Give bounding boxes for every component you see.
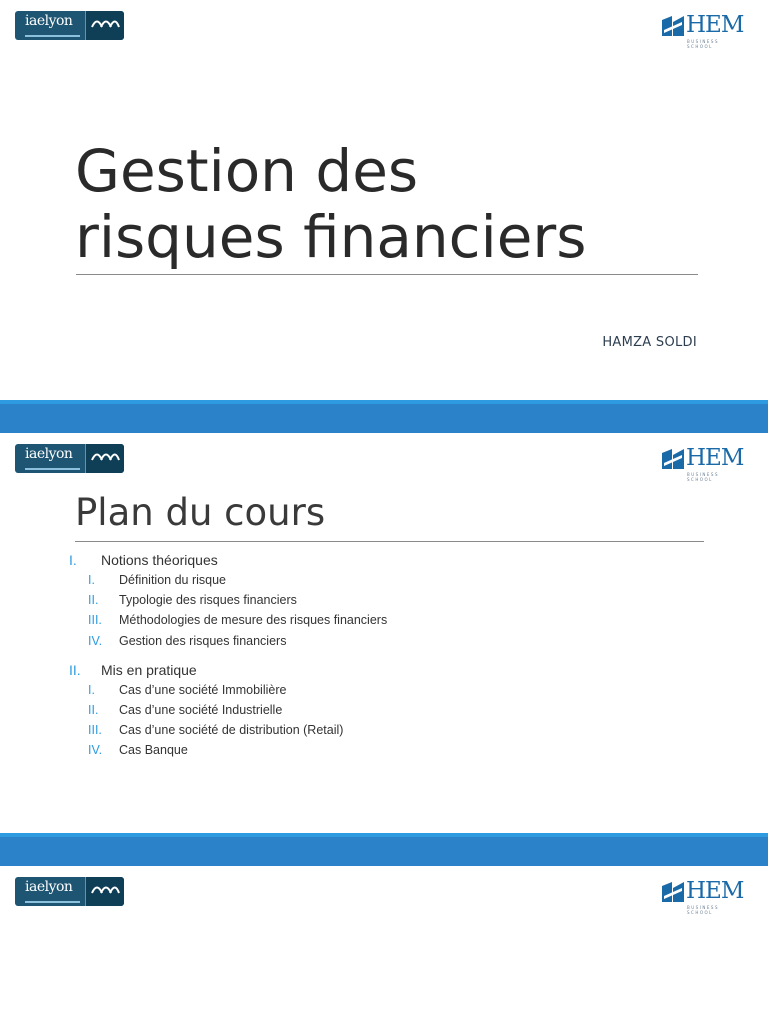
outline-item	[0, 590, 768, 610]
hem-logo	[662, 12, 744, 49]
slide-plan	[0, 433, 768, 833]
plan-divider	[75, 541, 704, 542]
arch-icon	[90, 15, 120, 29]
title-divider	[76, 274, 698, 275]
iae-lyon-logo	[15, 444, 124, 473]
item-label: Définition du risque	[119, 573, 227, 587]
hem-mark-icon	[662, 882, 684, 902]
course-outline	[0, 550, 768, 761]
hem-mark-icon	[662, 16, 684, 36]
hem-logo-text: HEM	[686, 445, 744, 471]
iae-logo-text: iaelyon	[25, 446, 73, 462]
hem-logo-text: HEM	[686, 878, 744, 904]
outline-item	[0, 680, 768, 700]
section-number: II.	[69, 661, 81, 678]
hem-logo-tagline: BUSINESS SCHOOL	[687, 472, 719, 482]
slide-separator	[0, 833, 768, 866]
iae-logo-text: iaelyon	[25, 879, 73, 895]
author-name: HAMZA SOLDI	[602, 335, 697, 350]
plan-heading: Plan du cours	[75, 491, 326, 534]
item-number: III.	[88, 723, 102, 738]
hem-mark-icon	[662, 449, 684, 469]
item-label: Cas d’une société Immobilière	[119, 682, 287, 697]
section-label: Notions théoriques	[101, 552, 218, 568]
item-number: III.	[88, 613, 102, 628]
item-label: Cas d’une société de distribution (Retail)	[119, 723, 344, 738]
outline-item	[0, 570, 768, 590]
outline-item	[0, 631, 768, 651]
iae-lyon-logo	[15, 877, 124, 906]
item-label: Gestion des risques financiers	[119, 633, 287, 648]
item-number: II.	[88, 702, 99, 717]
item-label: Méthodologies de mesure des risques financiers	[119, 613, 388, 628]
iae-lyon-logo	[15, 11, 124, 40]
arch-icon	[90, 881, 120, 895]
outline-section	[0, 660, 768, 680]
hem-logo	[662, 878, 744, 915]
outline-item	[0, 740, 768, 760]
hem-logo-text: HEM	[686, 12, 744, 38]
slide-next	[0, 866, 768, 1024]
hem-logo	[662, 445, 744, 482]
slide-title-heading: Gestion des risques financiers	[75, 137, 587, 271]
item-number: I.	[88, 682, 95, 697]
iae-logo-text: iaelyon	[25, 13, 73, 29]
item-number: IV.	[88, 633, 103, 648]
item-label: Typologie des risques financiers	[119, 593, 297, 608]
hem-logo-tagline: BUSINESS SCHOOL	[687, 39, 719, 49]
outline-section	[0, 550, 768, 570]
slide-separator	[0, 400, 768, 433]
item-label: Cas d’une société Industrielle	[119, 702, 283, 717]
item-number: IV.	[88, 743, 103, 758]
item-number: II.	[88, 593, 99, 608]
item-number: I.	[88, 573, 95, 587]
section-number: I.	[69, 552, 77, 568]
arch-icon	[90, 448, 120, 462]
section-label: Mis en pratique	[101, 661, 197, 678]
hem-logo-tagline: BUSINESS SCHOOL	[687, 905, 719, 915]
outline-item	[0, 720, 768, 740]
outline-item	[0, 610, 768, 630]
slide-title	[0, 0, 768, 400]
item-label: Cas Banque	[119, 743, 188, 758]
outline-item	[0, 700, 768, 720]
